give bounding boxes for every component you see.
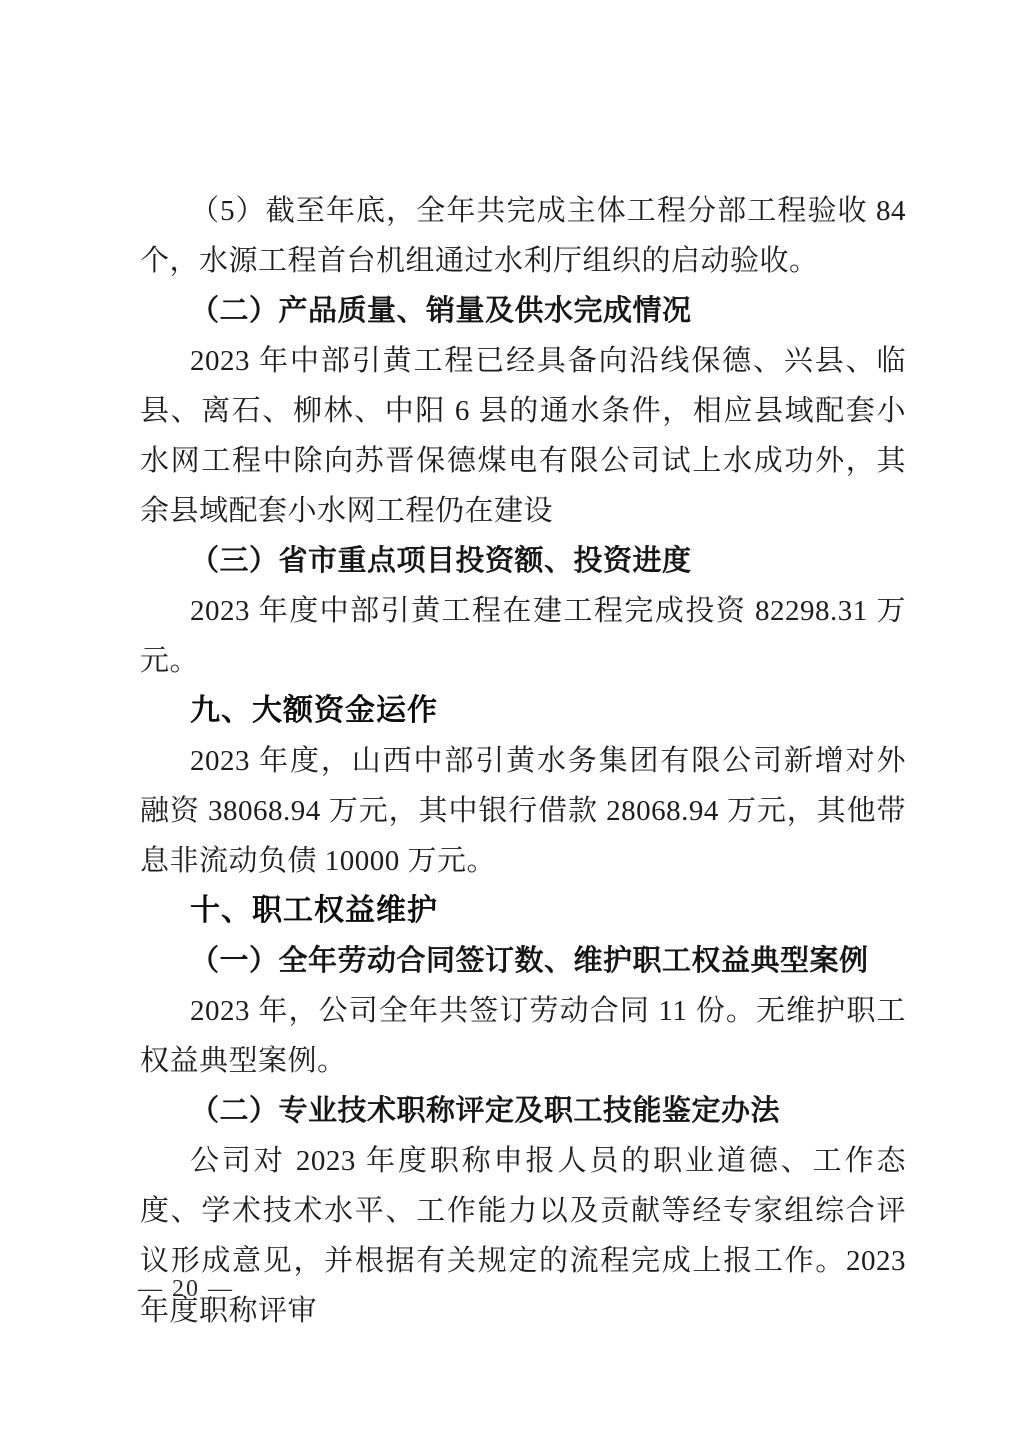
subheading-professional-titles: （二）专业技术职称评定及职工技能鉴定办法 — [190, 1095, 781, 1127]
paragraph-financing: 2023 年度，山西中部引黄水务集团有限公司新增对外融资 38068.94 万元，其中银行借款 28068.94 万元，其他带息非流动负债 10000 万元。 — [140, 745, 906, 877]
heading-employee-rights: 十、职工权益维护 — [190, 894, 438, 927]
paragraph-water-supply: 2023 年中部引黄工程已经具备向沿线保德、兴县、临县、离石、柳林、中阳 6 县的通水条件，相应县域配套小水网工程中除向苏晋保德煤电有限公司试上水成功外，其余县域配套小水网工程仍在建设 — [140, 345, 906, 527]
paragraph-investment-amount: 2023 年度中部引黄工程在建工程完成投资 82298.31 万元。 — [140, 595, 906, 677]
heading-large-fund-operation: 九、大额资金运作 — [190, 694, 438, 727]
page-number: — 20 — — [138, 1276, 234, 1302]
subheading-key-project-investment: （三）省市重点项目投资额、投资进度 — [190, 545, 692, 577]
document-content — [140, 186, 906, 1336]
paragraph-item5: （5）截至年底，全年共完成主体工程分部工程验收 84 个，水源工程首台机组通过水利厅组织的启动验收。 — [140, 195, 906, 277]
subheading-labor-contracts: （一）全年劳动合同签订数、维护职工权益典型案例 — [190, 945, 869, 977]
paragraph-title-review: 公司对 2023 年度职称申报人员的职业道德、工作态度、学术技术水平、工作能力以及贡献等经专家组综合评议形成意见，并根据有关规定的流程完成上报工作。2023 年度职称评审 — [140, 1145, 906, 1327]
paragraph-labor-contracts: 2023 年，公司全年共签订劳动合同 11 份。无维护职工权益典型案例。 — [140, 995, 906, 1077]
subheading-product-quality: （二）产品质量、销量及供水完成情况 — [190, 295, 692, 327]
